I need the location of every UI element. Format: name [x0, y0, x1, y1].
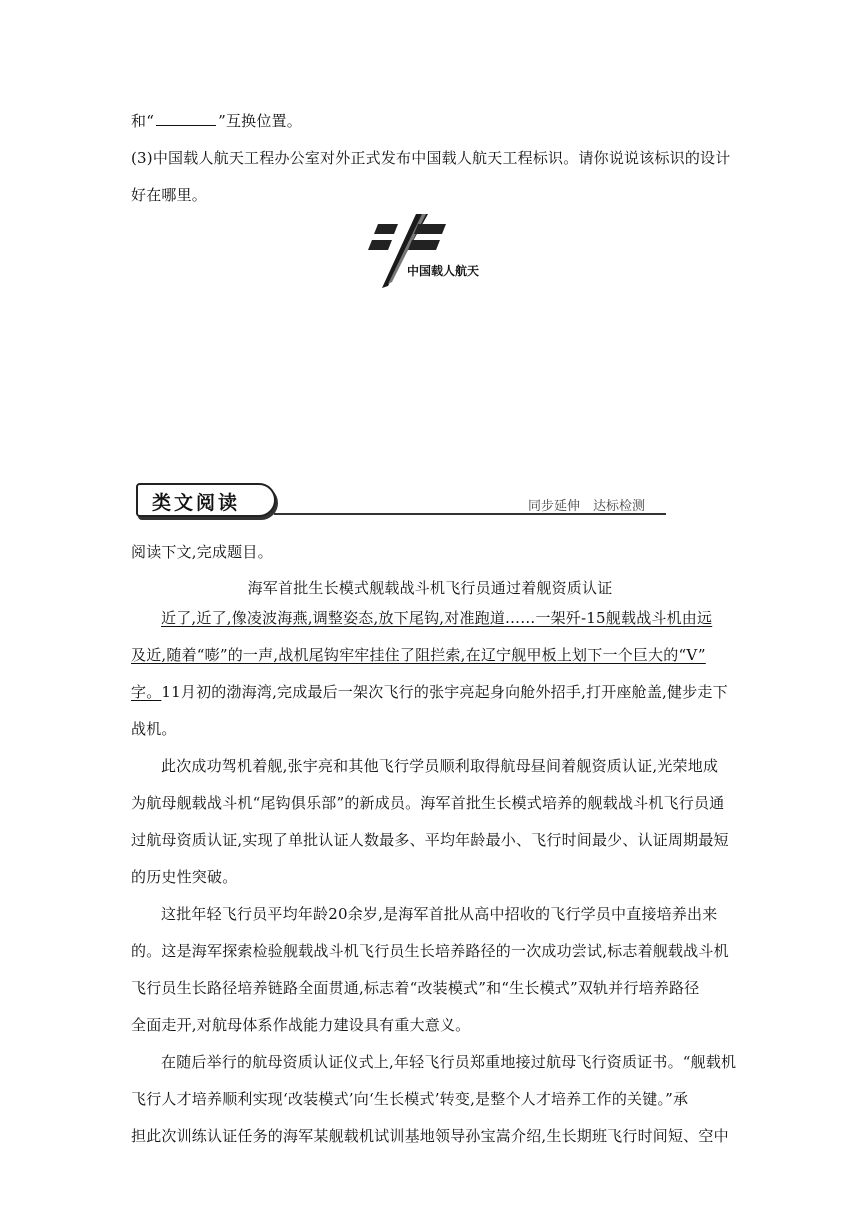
- q2-text-before: 和“: [131, 112, 155, 130]
- p2-line-2: 为航母舰载战斗机“尾钩俱乐部”的新成员。海军首批生长模式培养的舰载战斗机飞行员通: [131, 794, 725, 812]
- p2-line-4: 的历史性突破。: [131, 868, 238, 886]
- p3-line-1: 这批年轻飞行员平均年龄20余岁,是海军首批从高中招收的飞行学员中直接培养出来: [161, 905, 718, 923]
- p4-line-2: 飞行人才培养顺利实现‘改装模式’向‘生长模式’转变,是整个人才培养工作的关键。”承: [131, 1090, 689, 1108]
- logo-text: 中国载人航天: [407, 264, 480, 278]
- article-title: 海军首批生长模式舰载战斗机飞行员通过着舰资质认证: [247, 579, 613, 597]
- p1-line-4: 战机。: [131, 720, 177, 738]
- p2-line-3: 过航母资质认证,实现了单批认证人数最多、平均年龄最小、飞行时间最少、认证周期最短: [131, 831, 729, 849]
- p2-line-1: 此次成功驾机着舰,张宇亮和其他飞行学员顺利取得航母昼间着舰资质认证,光荣地成: [161, 757, 719, 775]
- p1-line-3-underlined: 字。: [131, 683, 162, 701]
- section-subtitle: 同步延伸 达标检测: [528, 499, 646, 514]
- question-2-tail: [131, 110, 302, 131]
- question-3-line-2: 好在哪里。: [131, 186, 208, 204]
- p4-line-1: 在随后举行的航母资质认证仪式上,年轻飞行员郑重地接过航母飞行资质证书。“舰载机: [161, 1053, 737, 1071]
- p3-line-3: 飞行员生长路径培养链路全面贯通,标志着“改装模式”和“生长模式”双轨并行培养路径: [131, 979, 700, 997]
- section-title-box: [136, 483, 276, 517]
- p3-line-2: 的。这是海军探索检验舰载战斗机飞行员生长培养路径的一次成功尝试,标志着舰载战斗机: [131, 942, 729, 960]
- p3-line-4: 全面走开,对航母体系作战能力建设具有重大意义。: [131, 1016, 471, 1034]
- p1-line-3-rest: 11月初的渤海湾,完成最后一架次飞行的张宇亮起身向舱外招手,打开座舱盖,健步走下: [161, 683, 728, 701]
- q2-text-after: ”互换位置。: [218, 112, 302, 130]
- p1-line-1: 近了,近了,像凌波海燕,调整姿态,放下尾钩,对准跑道……一架歼-15舰载战斗机由远: [161, 609, 713, 627]
- reading-instruction: 阅读下文,完成题目。: [131, 543, 273, 561]
- section-header: [136, 483, 666, 519]
- p4-line-3: 担此次训练认证任务的海军某舰载机试训基地领导孙宝嵩介绍,生长期班飞行时间短、空中: [131, 1127, 729, 1145]
- section-title: 类文阅读: [152, 492, 241, 514]
- question-3-line-1: (3)中国载人航天工程办公室对外正式发布中国载人航天工程标识。请你说说该标识的设计: [131, 149, 731, 167]
- p1-line-3: [131, 681, 728, 702]
- answer-blank[interactable]: [156, 113, 216, 126]
- p1-line-2: 及近,随着“嘭”的一声,战机尾钩牢牢挂住了阻拦索,在辽宁舰甲板上划下一个巨大的“V”: [131, 646, 706, 664]
